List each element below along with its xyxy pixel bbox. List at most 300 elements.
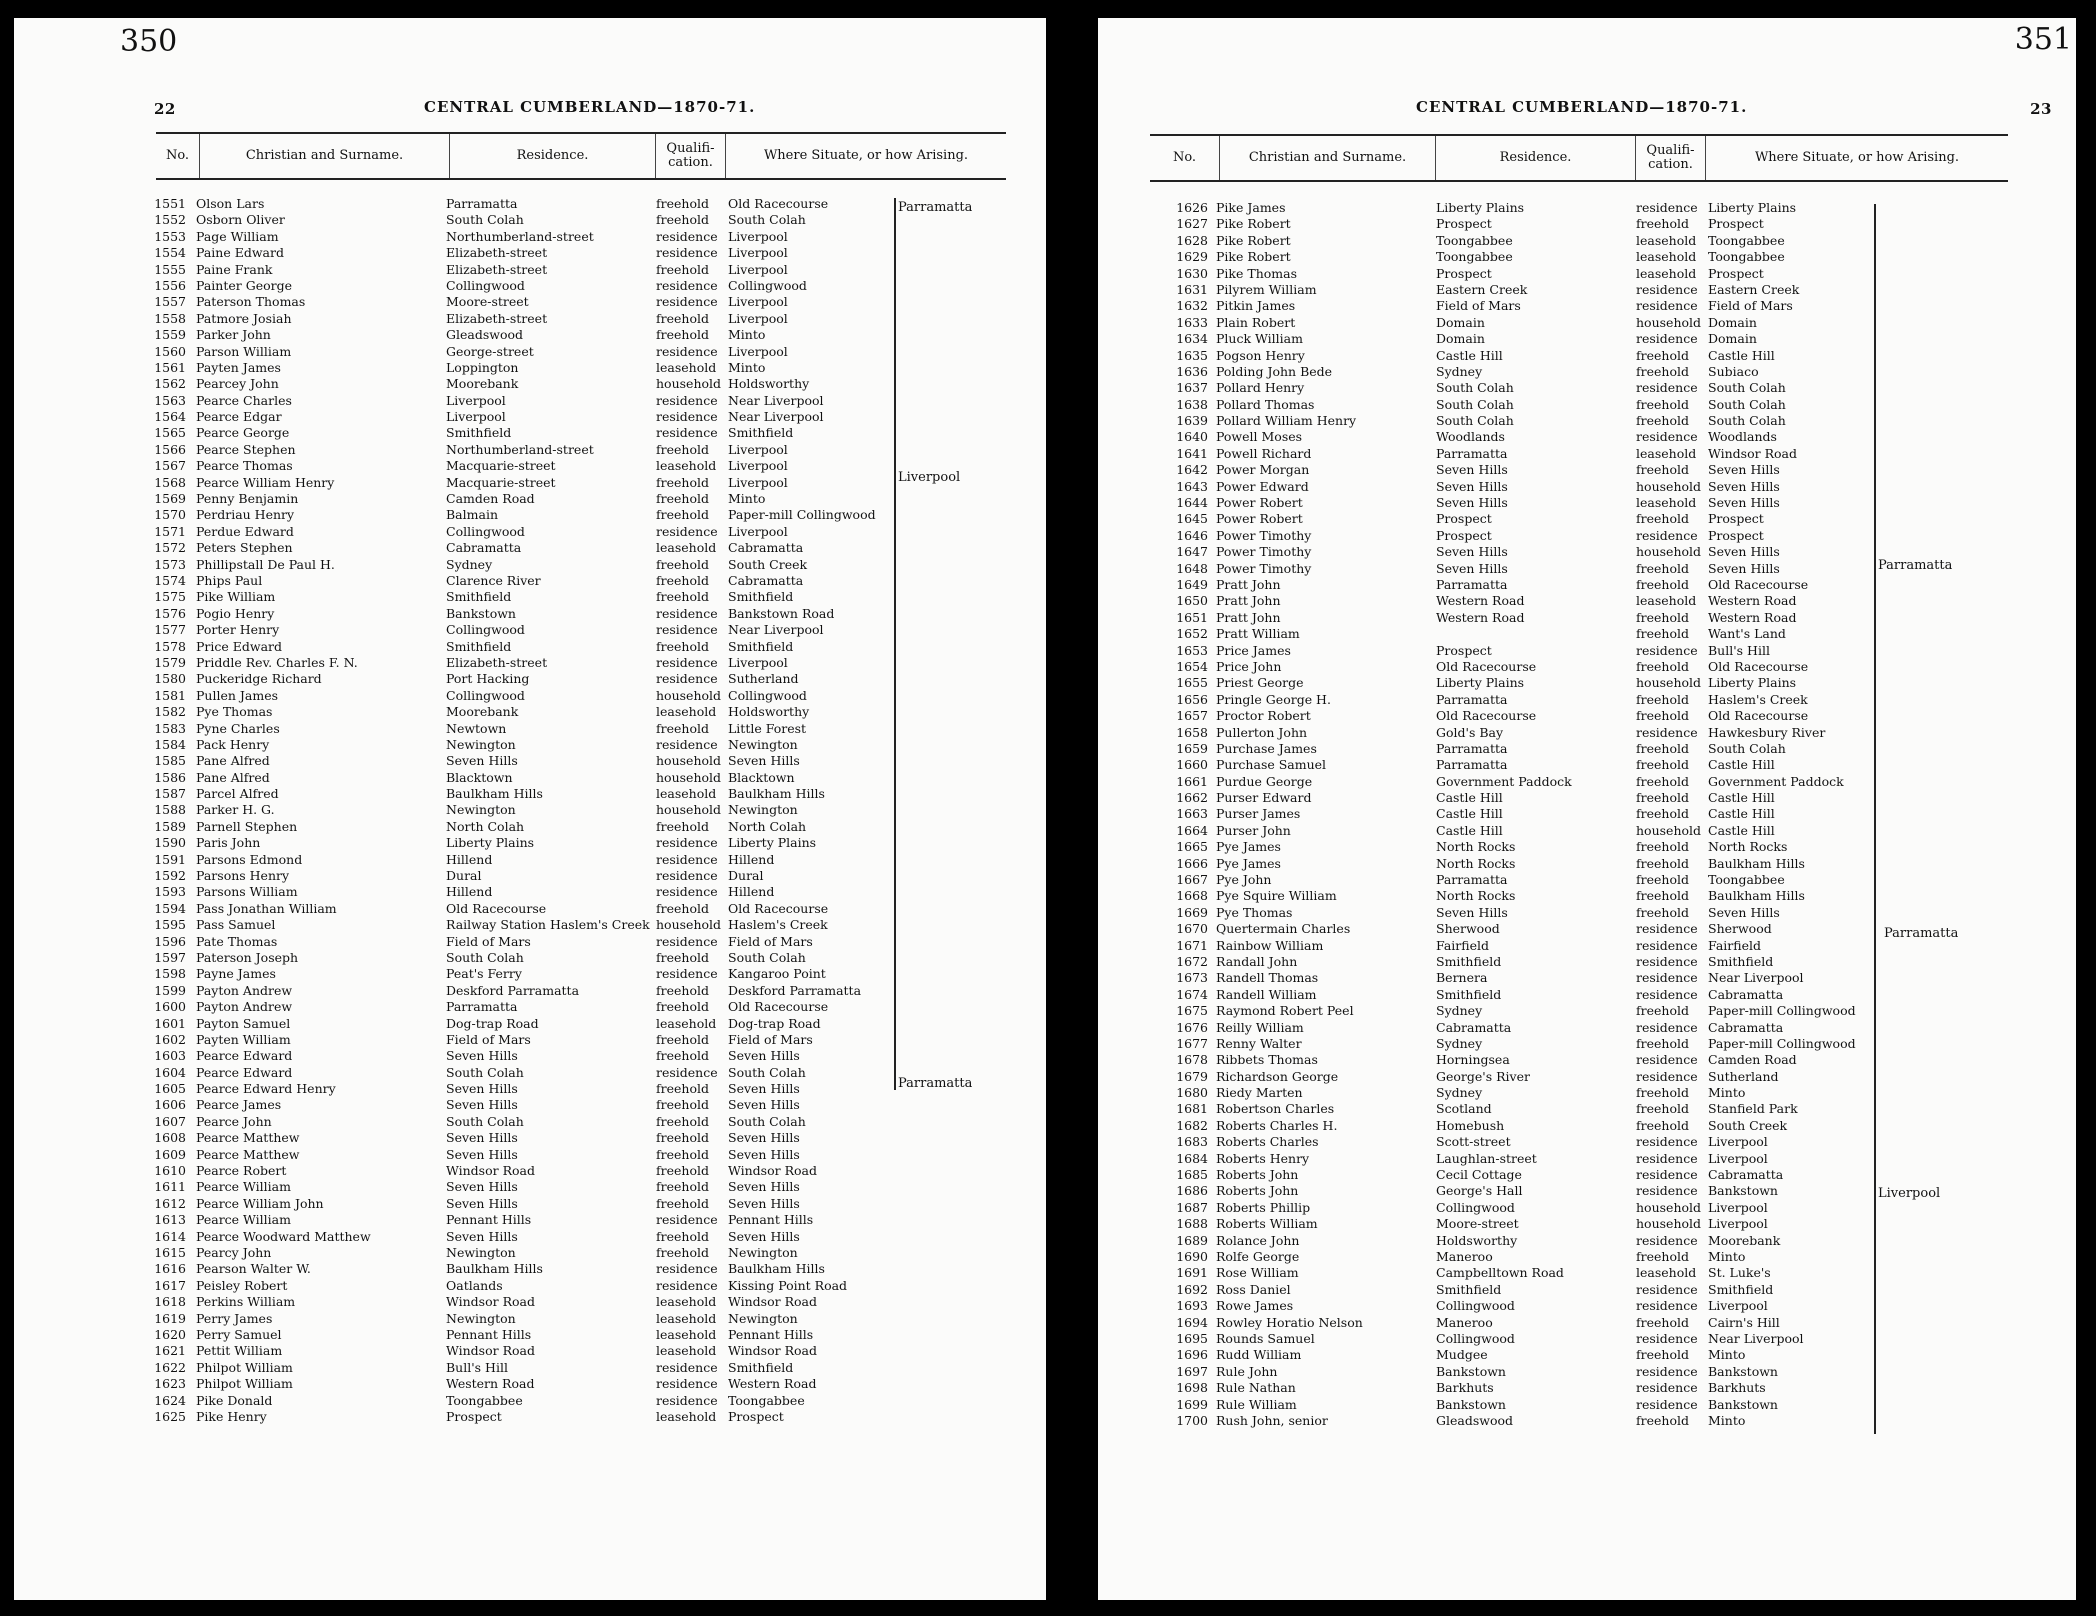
entry-qualification: leasehold xyxy=(656,1408,717,1424)
entry-where: Cabramatta xyxy=(1708,1019,1784,1035)
entry-name: Rounds Samuel xyxy=(1216,1330,1315,1346)
table-row xyxy=(156,1065,1006,1081)
entry-where: Stanfield Park xyxy=(1708,1101,1798,1117)
entry-number: 1555 xyxy=(154,261,186,277)
entry-qualification: residence xyxy=(1636,1019,1698,1035)
entry-where: Near Liverpool xyxy=(728,409,824,425)
entry-where: Liverpool xyxy=(728,523,788,539)
entry-name: Power Timothy xyxy=(1216,544,1312,560)
table-row xyxy=(1150,626,2008,642)
entry-number: 1675 xyxy=(1176,1003,1208,1019)
entry-residence: North Rocks xyxy=(1436,855,1516,871)
entry-where: Bull's Hill xyxy=(1708,642,1770,658)
entry-name: Pratt John xyxy=(1216,609,1281,625)
entry-residence: Loppington xyxy=(446,359,519,375)
entry-name: Pearce Edward xyxy=(196,1064,293,1080)
entry-name: Reilly William xyxy=(1216,1019,1304,1035)
entry-name: Randell William xyxy=(1216,986,1317,1002)
entry-name: Pringle George H. xyxy=(1216,691,1331,707)
entry-name: Pane Alfred xyxy=(196,753,270,769)
entry-residence: Campbelltown Road xyxy=(1436,1265,1564,1281)
entry-where: South Colah xyxy=(1708,413,1786,429)
entry-qualification: freehold xyxy=(656,327,709,343)
entry-qualification: residence xyxy=(1636,1281,1698,1297)
entry-qualification: household xyxy=(656,753,722,769)
entry-where: Holdsworthy xyxy=(728,376,810,392)
header-no: No. xyxy=(1150,136,1220,180)
entry-number: 1694 xyxy=(1176,1314,1208,1330)
entry-residence: Windsor Road xyxy=(446,1343,535,1359)
entry-name: Randall John xyxy=(1216,953,1298,969)
entry-number: 1582 xyxy=(154,704,186,720)
entry-name: Price James xyxy=(1216,642,1291,658)
entry-residence: Western Road xyxy=(446,1376,535,1392)
entry-number: 1678 xyxy=(1176,1052,1208,1068)
entry-where: South Colah xyxy=(728,949,806,965)
entry-residence: Bankstown xyxy=(1436,1363,1506,1379)
entry-residence: Clarence River xyxy=(446,572,541,588)
entry-name: Roberts Phillip xyxy=(1216,1199,1311,1215)
entry-number: 1580 xyxy=(154,671,186,687)
entry-where: Liverpool xyxy=(728,310,788,326)
entry-where: Prospect xyxy=(1708,216,1764,232)
entry-name: Patmore Josiah xyxy=(196,310,292,326)
table-row xyxy=(156,573,1006,589)
entry-qualification: household xyxy=(1636,822,1702,838)
entry-residence: Seven Hills xyxy=(446,753,518,769)
entry-name: Pollard Henry xyxy=(1216,380,1305,396)
entry-name: Pearce Thomas xyxy=(196,458,293,474)
entry-residence: North Colah xyxy=(446,818,525,834)
entry-where: Hillend xyxy=(728,851,775,867)
entry-name: Pearce William John xyxy=(196,1195,324,1211)
entry-residence: Seven Hills xyxy=(446,1179,518,1195)
table-row xyxy=(1150,1069,2008,1085)
table-row xyxy=(1150,1003,2008,1019)
entry-number: 1581 xyxy=(154,687,186,703)
entry-name: Rule Nathan xyxy=(1216,1380,1296,1396)
entry-residence: Seven Hills xyxy=(1436,462,1508,478)
table-row xyxy=(1150,938,2008,954)
entry-number: 1670 xyxy=(1176,921,1208,937)
table-row xyxy=(1150,446,2008,462)
entry-number: 1671 xyxy=(1176,937,1208,953)
entry-qualification: freehold xyxy=(1636,839,1689,855)
entry-name: Pitkin James xyxy=(1216,298,1296,314)
entry-where: Toongabbee xyxy=(1708,232,1785,248)
entry-where: Liverpool xyxy=(728,228,788,244)
table-row xyxy=(1150,429,2008,445)
table-row xyxy=(156,1360,1006,1376)
entry-residence: Bernera xyxy=(1436,970,1488,986)
entry-number: 1679 xyxy=(1176,1068,1208,1084)
entry-qualification: household xyxy=(1636,1216,1702,1232)
entry-name: Purser Edward xyxy=(1216,790,1312,806)
entry-where: Liverpool xyxy=(1708,1150,1768,1166)
entry-where: Government Paddock xyxy=(1708,773,1844,789)
table-row xyxy=(1150,364,2008,380)
entry-name: Pike Donald xyxy=(196,1392,273,1408)
table-row xyxy=(1150,1233,2008,1249)
entry-number: 1699 xyxy=(1176,1396,1208,1412)
entry-where: Liverpool xyxy=(728,294,788,310)
table-row xyxy=(156,1130,1006,1146)
entry-number: 1646 xyxy=(1176,527,1208,543)
entry-residence: South Colah xyxy=(446,1064,524,1080)
entry-name: Pearce John xyxy=(196,1113,272,1129)
entry-number: 1652 xyxy=(1176,626,1208,642)
left-table-header xyxy=(156,132,1006,180)
entry-residence: Macquarie-street xyxy=(446,458,556,474)
entry-where: Field of Mars xyxy=(1708,298,1793,314)
entry-residence: Seven Hills xyxy=(446,1081,518,1097)
entry-qualification: freehold xyxy=(1636,462,1689,478)
entry-name: Parsons Edmond xyxy=(196,851,303,867)
table-row xyxy=(156,721,1006,737)
entry-residence: Railway Station Haslem's Creek xyxy=(446,917,650,933)
right-table-body xyxy=(1150,200,2008,1429)
entry-where: Hillend xyxy=(728,884,775,900)
entry-qualification: leasehold xyxy=(656,786,717,802)
table-row xyxy=(1150,1118,2008,1134)
entry-qualification: freehold xyxy=(656,900,709,916)
entry-name: Pearce George xyxy=(196,425,290,441)
entry-number: 1695 xyxy=(1176,1330,1208,1346)
entry-residence: Dog-trap Road xyxy=(446,1015,539,1031)
entry-residence: Parramatta xyxy=(1436,872,1508,888)
table-row xyxy=(156,1261,1006,1277)
entry-residence: Gold's Bay xyxy=(1436,724,1504,740)
entry-residence: Windsor Road xyxy=(446,1294,535,1310)
table-row xyxy=(156,737,1006,753)
entry-name: Parcel Alfred xyxy=(196,786,279,802)
table-row xyxy=(156,884,1006,900)
entry-name: Pearce Matthew xyxy=(196,1146,300,1162)
entry-residence: Liverpool xyxy=(446,409,506,425)
table-row xyxy=(156,1278,1006,1294)
entry-residence: Gleadswood xyxy=(446,327,524,343)
entry-name: Payton Andrew xyxy=(196,999,293,1015)
entry-qualification: freehold xyxy=(1636,347,1689,363)
entry-name: Price Edward xyxy=(196,638,283,654)
entry-name: Rose William xyxy=(1216,1265,1299,1281)
entry-number: 1681 xyxy=(1176,1101,1208,1117)
entry-name: Power Robert xyxy=(1216,511,1303,527)
entry-where: Paper-mill Collingwood xyxy=(1708,1035,1856,1051)
entry-name: Pearce William xyxy=(196,1212,291,1228)
entry-name: Pye James xyxy=(1216,839,1281,855)
table-row xyxy=(156,606,1006,622)
entry-where: Fairfield xyxy=(1708,937,1761,953)
table-row xyxy=(1150,1331,2008,1347)
entry-where: Baulkham Hills xyxy=(728,1261,825,1277)
entry-name: Pass Samuel xyxy=(196,917,276,933)
entry-where: Kissing Point Road xyxy=(728,1277,848,1293)
entry-where: South Creek xyxy=(728,556,808,572)
table-row xyxy=(1150,577,2008,593)
entry-name: Pike William xyxy=(196,589,276,605)
table-row xyxy=(1150,1216,2008,1232)
entry-name: Rolance John xyxy=(1216,1232,1300,1248)
entry-residence: Newington xyxy=(446,1245,516,1260)
entry-qualification: freehold xyxy=(1636,216,1689,232)
entry-name: Rush John, senior xyxy=(1216,1412,1328,1428)
entry-name: Powell Moses xyxy=(1216,429,1303,445)
entry-where: Kangaroo Point xyxy=(728,966,826,982)
entry-residence: Parramatta xyxy=(1436,576,1508,592)
table-row xyxy=(156,786,1006,802)
entry-number: 1576 xyxy=(154,605,186,621)
entry-where: Old Racecourse xyxy=(1708,658,1809,674)
entry-name: Power Robert xyxy=(1216,495,1303,511)
entry-residence: Elizabeth-street xyxy=(446,654,548,670)
entry-number: 1625 xyxy=(154,1408,186,1424)
entry-qualification: residence xyxy=(1636,1052,1698,1068)
entry-number: 1697 xyxy=(1176,1363,1208,1379)
entry-residence: Prospect xyxy=(1436,642,1492,658)
entry-residence: Field of Mars xyxy=(446,933,531,949)
table-row xyxy=(156,704,1006,720)
entry-number: 1608 xyxy=(154,1130,186,1146)
table-row xyxy=(1150,954,2008,970)
entry-where: Near Liverpool xyxy=(728,622,824,638)
entry-name: Pollard William Henry xyxy=(1216,413,1357,429)
entry-residence: Balmain xyxy=(446,507,498,523)
entry-qualification: residence xyxy=(1636,281,1698,297)
entry-number: 1657 xyxy=(1176,708,1208,724)
entry-number: 1692 xyxy=(1176,1281,1208,1297)
entry-residence: Liverpool xyxy=(446,392,506,408)
table-row xyxy=(1150,790,2008,806)
entry-number: 1684 xyxy=(1176,1150,1208,1166)
entry-where: Near Liverpool xyxy=(728,392,824,408)
table-row xyxy=(156,589,1006,605)
entry-residence: North Rocks xyxy=(1436,888,1516,904)
entry-qualification: household xyxy=(1636,544,1702,560)
entry-qualification: leasehold xyxy=(656,1015,717,1031)
entry-residence: Bankstown xyxy=(1436,1396,1506,1412)
entry-qualification: freehold xyxy=(1636,1101,1689,1117)
entry-residence: Elizabeth-street xyxy=(446,310,548,326)
entry-number: 1686 xyxy=(1176,1183,1208,1199)
entry-number: 1595 xyxy=(154,917,186,933)
entry-number: 1583 xyxy=(154,720,186,736)
entry-qualification: residence xyxy=(656,671,718,687)
entry-name: Pilyrem William xyxy=(1216,281,1317,297)
entry-number: 1622 xyxy=(154,1359,186,1375)
entry-qualification: residence xyxy=(1636,527,1698,543)
entry-name: Pearce Edgar xyxy=(196,409,282,425)
table-row xyxy=(156,1311,1006,1327)
table-row xyxy=(1150,233,2008,249)
entry-where: Collingwood xyxy=(728,687,807,703)
entry-where: Toongabbee xyxy=(1708,872,1785,888)
table-row xyxy=(156,835,1006,851)
entry-qualification: residence xyxy=(656,343,718,359)
entry-qualification: residence xyxy=(1636,953,1698,969)
entry-qualification: residence xyxy=(1636,1167,1698,1183)
entry-number: 1621 xyxy=(154,1343,186,1359)
entry-residence: Gleadswood xyxy=(1436,1412,1514,1428)
entry-name: Pollard Thomas xyxy=(1216,396,1315,412)
entry-qualification: residence xyxy=(1636,1298,1698,1314)
entry-number: 1647 xyxy=(1176,544,1208,560)
entry-qualification: household xyxy=(1636,314,1702,330)
entry-residence: Bankstown xyxy=(446,605,516,621)
entry-name: Pike Robert xyxy=(1216,216,1291,232)
entry-qualification: freehold xyxy=(656,720,709,736)
entry-where: Barkhuts xyxy=(1708,1380,1766,1396)
entry-where: Seven Hills xyxy=(1708,560,1780,576)
entry-number: 1674 xyxy=(1176,986,1208,1002)
table-row xyxy=(156,966,1006,982)
entry-where: Baulkham Hills xyxy=(1708,855,1805,871)
entry-where: South Colah xyxy=(728,212,806,228)
entry-qualification: residence xyxy=(1636,1068,1698,1084)
entry-where: Bankstown Road xyxy=(728,605,835,621)
entry-name: Painter George xyxy=(196,277,293,293)
table-row xyxy=(156,1196,1006,1212)
entry-where: Prospect xyxy=(728,1408,784,1424)
entry-where: Seven Hills xyxy=(1708,495,1780,511)
left-group-bracket xyxy=(888,198,896,1090)
table-row xyxy=(156,442,1006,458)
table-row xyxy=(156,688,1006,704)
table-row xyxy=(1150,643,2008,659)
entry-qualification: freehold xyxy=(1636,1085,1689,1101)
entry-residence: Castle Hill xyxy=(1436,806,1503,822)
table-row xyxy=(156,999,1006,1015)
entry-number: 1551 xyxy=(154,196,186,211)
entry-number: 1615 xyxy=(154,1245,186,1260)
table-row xyxy=(1150,1134,2008,1150)
entry-name: Pullen James xyxy=(196,687,279,703)
entry-number: 1613 xyxy=(154,1212,186,1228)
entry-name: Pye Squire William xyxy=(1216,888,1337,904)
entry-number: 1606 xyxy=(154,1097,186,1113)
entry-where: North Colah xyxy=(728,818,807,834)
entry-where: Liverpool xyxy=(728,343,788,359)
entry-where: Liverpool xyxy=(728,654,788,670)
entry-number: 1565 xyxy=(154,425,186,441)
entry-number: 1563 xyxy=(154,392,186,408)
table-row xyxy=(1150,610,2008,626)
table-row xyxy=(156,425,1006,441)
entry-number: 1573 xyxy=(154,556,186,572)
entry-where: Liberty Plains xyxy=(1708,200,1797,215)
entry-residence: Pennant Hills xyxy=(446,1212,532,1228)
header-where: Where Situate, or how Arising. xyxy=(1754,150,1960,165)
entry-residence: Elizabeth-street xyxy=(446,261,548,277)
entry-number: 1630 xyxy=(1176,265,1208,281)
table-row xyxy=(156,901,1006,917)
entry-where: Domain xyxy=(1708,314,1757,330)
entry-qualification: residence xyxy=(656,1277,718,1293)
table-row xyxy=(1150,315,2008,331)
entry-qualification: household xyxy=(1636,478,1702,494)
entry-where: Cabramatta xyxy=(1708,986,1784,1002)
entry-qualification: freehold xyxy=(656,310,709,326)
entry-residence: Cabramatta xyxy=(1436,1019,1512,1035)
table-row xyxy=(1150,462,2008,478)
entry-residence: Field of Mars xyxy=(446,1031,531,1047)
entry-qualification: residence xyxy=(656,966,718,982)
entry-name: Roberts Charles H. xyxy=(1216,1117,1338,1133)
entry-number: 1587 xyxy=(154,786,186,802)
right-group-bracket xyxy=(1868,204,1876,1434)
entry-number: 1655 xyxy=(1176,675,1208,691)
table-row xyxy=(156,819,1006,835)
table-row xyxy=(1150,380,2008,396)
table-row xyxy=(1150,1298,2008,1314)
entry-name: Philpot William xyxy=(196,1359,293,1375)
entry-qualification: freehold xyxy=(656,196,709,211)
entry-qualification: leasehold xyxy=(1636,445,1697,461)
entry-name: Olson Lars xyxy=(196,196,265,211)
entry-qualification: leasehold xyxy=(1636,1265,1697,1281)
entry-where: Sutherland xyxy=(728,671,799,687)
entry-name: Rudd William xyxy=(1216,1347,1302,1363)
entry-number: 1584 xyxy=(154,736,186,752)
entry-qualification: residence xyxy=(1636,1363,1698,1379)
entry-number: 1554 xyxy=(154,245,186,261)
entry-where: Minto xyxy=(728,359,766,375)
entry-residence: Seven Hills xyxy=(446,1130,518,1146)
table-row xyxy=(156,393,1006,409)
table-row xyxy=(1150,413,2008,429)
entry-where: Baulkham Hills xyxy=(728,786,825,802)
entry-number: 1689 xyxy=(1176,1232,1208,1248)
table-row xyxy=(1150,397,2008,413)
entry-name: Pearce Stephen xyxy=(196,441,296,457)
entry-number: 1690 xyxy=(1176,1249,1208,1264)
entry-residence: South Colah xyxy=(1436,413,1514,429)
entry-name: Pearce Edward xyxy=(196,1048,293,1064)
entry-where: Seven Hills xyxy=(1708,904,1780,920)
entry-where: Castle Hill xyxy=(1708,822,1775,838)
entry-qualification: freehold xyxy=(1636,658,1689,674)
entry-residence: Sydney xyxy=(446,556,493,572)
entry-where: Seven Hills xyxy=(1708,478,1780,494)
entry-where: Smithfield xyxy=(1708,953,1774,969)
entry-qualification: residence xyxy=(1636,1150,1698,1166)
entry-number: 1590 xyxy=(154,835,186,851)
table-row xyxy=(1150,905,2008,921)
entry-where: Seven Hills xyxy=(728,1097,800,1113)
entry-name: Pearce William Henry xyxy=(196,474,335,490)
table-row xyxy=(1150,806,2008,822)
table-row xyxy=(156,950,1006,966)
table-row xyxy=(1150,1151,2008,1167)
entry-where: Field of Mars xyxy=(728,1031,813,1047)
entry-name: Pearce William xyxy=(196,1179,291,1195)
table-row xyxy=(156,245,1006,261)
entry-residence: Parramatta xyxy=(1436,691,1508,707)
table-row xyxy=(1150,1036,2008,1052)
entry-qualification: freehold xyxy=(656,818,709,834)
entry-residence: Peat's Ferry xyxy=(446,966,522,982)
entry-number: 1696 xyxy=(1176,1347,1208,1363)
table-row xyxy=(1150,1282,2008,1298)
entry-where: Liverpool xyxy=(1708,1134,1768,1150)
entry-where: Smithfield xyxy=(728,1359,794,1375)
table-row xyxy=(1150,741,2008,757)
entry-qualification: residence xyxy=(656,1261,718,1277)
entry-where: Newington xyxy=(728,1310,798,1326)
entry-number: 1660 xyxy=(1176,757,1208,773)
entry-where: Old Racecourse xyxy=(728,999,829,1015)
table-row xyxy=(156,1048,1006,1064)
